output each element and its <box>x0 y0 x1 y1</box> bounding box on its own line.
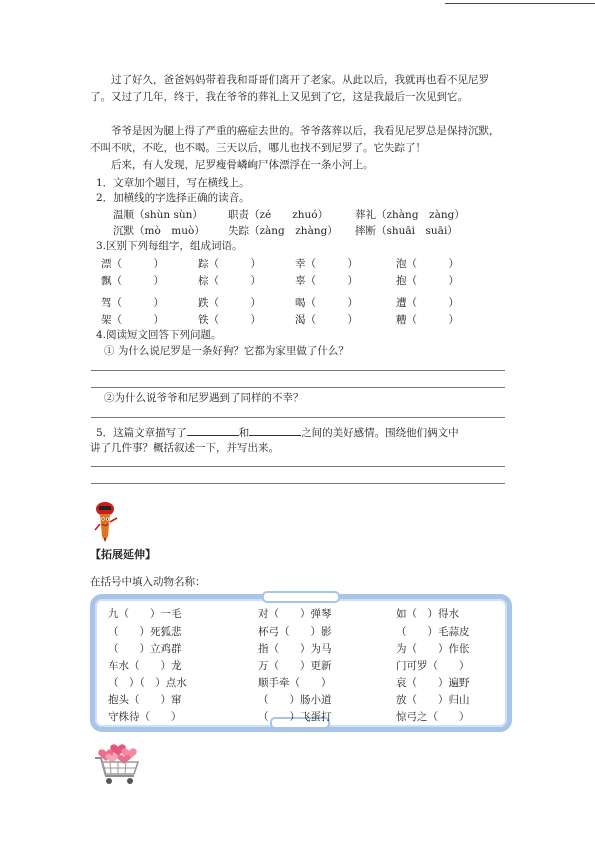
pinyin-choice[interactable]: 摔断（shuāi suāi） <box>355 225 458 237</box>
frame-top-tab <box>262 591 340 603</box>
question-5-line-1 <box>96 424 459 440</box>
word-group-cell[interactable]: 踪（ ） <box>198 258 261 270</box>
word-group-cell[interactable]: 抱（ ） <box>396 275 459 287</box>
word-group-cell[interactable]: 糟（ ） <box>396 314 459 326</box>
question-4-title: 4.阅读短文回答下列问题。 <box>96 329 222 341</box>
top-rule <box>445 3 595 4</box>
pinyin-choice[interactable]: 职责（zé zhuó） <box>228 209 329 221</box>
word-group-cell[interactable]: 喝（ ） <box>295 297 358 309</box>
word-group-cell[interactable]: 飘（ ） <box>101 275 164 287</box>
fill-blank[interactable] <box>187 424 239 436</box>
word-group-cell[interactable]: 辜（ ） <box>295 275 358 287</box>
idiom-cell[interactable]: 车水（ ）龙 <box>108 660 182 672</box>
idiom-cell[interactable]: （ ）毛蒜皮 <box>396 626 470 638</box>
idiom-cell[interactable]: （ ）立鸡群 <box>108 643 182 655</box>
pinyin-choice[interactable]: 葬礼（zhàng zàng） <box>355 209 465 221</box>
idiom-cell[interactable]: 为（ ）作伥 <box>396 643 470 655</box>
story-paragraph-2: 爷爷是因为腿上得了严重的癌症去世的。爷爷落葬以后，我看见尼罗总是保持沉默，不叫不吠，不吃，也不喝。三天以后，哪儿也找不到尼罗了。它失踪了！ <box>90 125 500 154</box>
pinyin-choice[interactable]: 温顺（shùn sùn） <box>113 209 203 221</box>
answer-line[interactable] <box>91 466 505 467</box>
idiom-cell[interactable]: 杯弓（ ）影 <box>258 626 332 638</box>
question-4-sub-2: ②为什么说爷爷和尼罗遇到了同样的不幸？ <box>104 392 304 404</box>
word-group-cell[interactable]: 铁（ ） <box>198 314 261 326</box>
idiom-cell[interactable]: 指（ ）为马 <box>258 643 332 655</box>
question-5-part-2: 和 <box>238 427 250 439</box>
extension-instruction: 在括号中填入动物名称： <box>90 576 206 588</box>
fill-blank[interactable] <box>249 424 301 436</box>
answer-line[interactable] <box>91 370 505 371</box>
idiom-cell[interactable]: （ ）肠小道 <box>258 694 332 706</box>
word-group-cell[interactable]: 漂（ ） <box>101 258 164 270</box>
idiom-cell[interactable]: 放（ ）归山 <box>396 694 470 706</box>
idiom-cell[interactable]: （ ）飞蛋打 <box>258 711 332 723</box>
question-5-line-2: 讲了几件事？概括叙述一下，并写出来。 <box>90 442 279 454</box>
word-group-cell[interactable]: 驾（ ） <box>101 297 164 309</box>
idiom-cell[interactable]: 万（ ）更新 <box>258 660 332 672</box>
story-paragraph-1: 过了好久，爸爸妈妈带着我和哥哥们离开了老家。从此以后，我就再也看不见尼罗了。又过了几年，终于，我在爷爷的葬礼上又见到了它，这是我最后一次见到它。 <box>90 74 489 103</box>
question-2-title: 2．加横线的字选择正确的读音。 <box>96 192 250 204</box>
answer-line[interactable] <box>91 417 505 418</box>
answer-line[interactable] <box>91 483 505 484</box>
question-5-part-1: 5．这篇文章描写了 <box>96 427 187 439</box>
word-group-cell[interactable]: 跌（ ） <box>198 297 261 309</box>
word-group-cell[interactable]: 遭（ ） <box>396 297 459 309</box>
question-3-title: 3.区别下列每组字，组成词语。 <box>96 240 243 252</box>
idiom-cell[interactable]: （ ）死狐悲 <box>108 626 182 638</box>
story-paragraph-3: 后来，有人发现，尼罗瘦骨嶙峋尸体漂浮在一条小河上。 <box>111 159 374 171</box>
extension-heading: 【拓展延伸】 <box>90 548 156 561</box>
pinyin-choice[interactable]: 沉默（mò muò） <box>113 225 205 237</box>
shopping-cart-hearts-icon <box>92 738 144 790</box>
idiom-cell[interactable]: 顺手牵（ ） <box>258 677 332 689</box>
pencil-mascot-icon <box>92 500 120 544</box>
idiom-cell[interactable]: 九（ ）一毛 <box>108 608 182 620</box>
word-group-cell[interactable]: 架（ ） <box>101 314 164 326</box>
word-group-cell[interactable]: 棕（ ） <box>198 275 261 287</box>
idiom-cell[interactable]: 对（ ）弹琴 <box>258 608 332 620</box>
idiom-cell[interactable]: 门可罗（ ） <box>396 660 470 672</box>
idiom-cell[interactable]: （ ）（ ）点水 <box>108 677 187 689</box>
question-1: 1．文章加个题目，写在横线上。 <box>96 177 250 189</box>
word-group-cell[interactable]: 幸（ ） <box>295 258 358 270</box>
answer-line[interactable] <box>91 387 505 388</box>
word-group-cell[interactable]: 渴（ ） <box>295 314 358 326</box>
question-5-part-3: 之间的美好感情。围绕他们俩文中 <box>301 427 459 439</box>
question-4-sub-1: ① 为什么说尼罗是一条好狗？它都为家里做了什么？ <box>104 345 349 357</box>
idiom-cell[interactable]: 如（ ）得水 <box>396 608 459 620</box>
idiom-cell[interactable]: 抱头（ ）窜 <box>108 694 182 706</box>
idiom-cell[interactable]: 守株待（ ） <box>108 711 182 723</box>
idiom-cell[interactable]: 哀（ ）遍野 <box>396 677 470 689</box>
pinyin-choice[interactable]: 失踪（zàng zhàng） <box>228 225 338 237</box>
word-group-cell[interactable]: 泡（ ） <box>396 258 459 270</box>
idiom-cell[interactable]: 惊弓之（ ） <box>396 711 470 723</box>
